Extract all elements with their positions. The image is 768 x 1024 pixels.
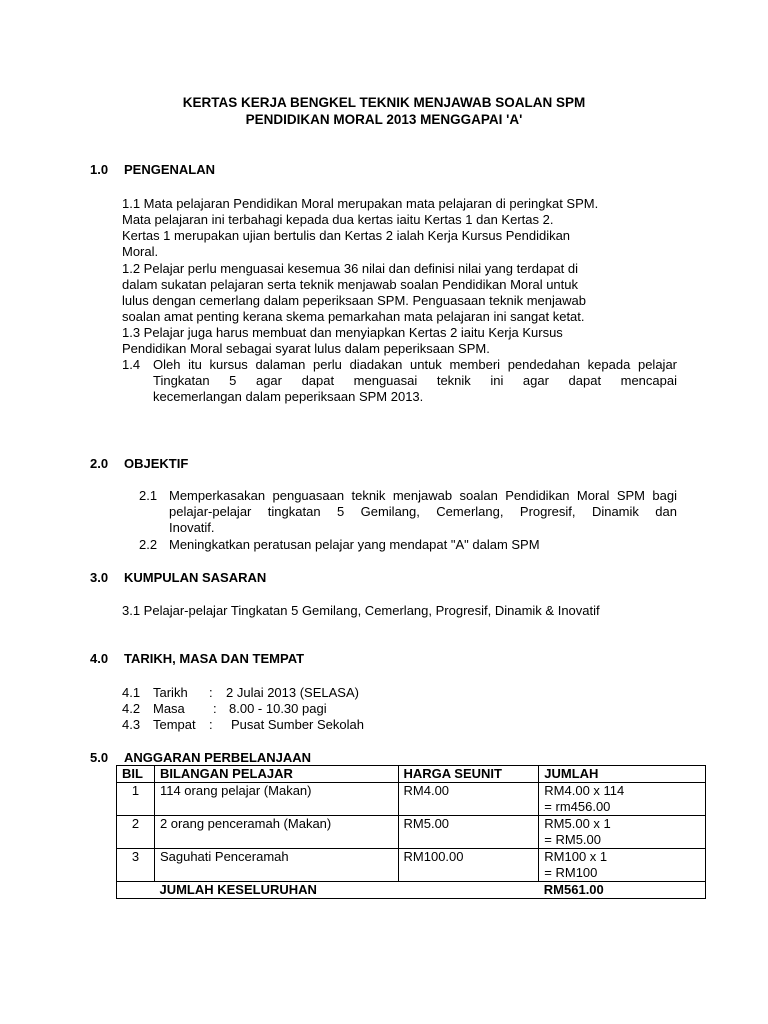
item-1-4-text: Oleh itu kursus dalaman perlu diadakan untuk memberi pendedahan kepada pelajar Tingkatan 5 agar dapat menguasai teknik ini agar dapat mencapai	[153, 357, 677, 388]
header-bil: BIL	[117, 766, 155, 783]
schedule-value: 2 Julai 2013 (SELASA)	[226, 685, 359, 700]
section-5-number: 5.0	[90, 750, 109, 765]
item-1-4-last-line: kecemerlangan dalam peperiksaan SPM 2013.	[153, 389, 424, 404]
table-row	[117, 816, 706, 849]
section-1-number: 1.0	[90, 162, 109, 177]
row-total-result: = RM5.00	[544, 832, 602, 847]
intro-line: lulus dengan cemerlang dalam peperiksaan SPM. Penguasaan teknik menjawab	[122, 293, 586, 308]
section-3-heading: KUMPULAN SASARAN	[124, 570, 267, 585]
grand-total-label: JUMLAH KESELURUHAN	[154, 882, 398, 899]
intro-line: Mata pelajaran ini terbahagi kepada dua kertas iaitu Kertas 1 dan Kertas 2.	[122, 212, 554, 227]
row-item: Saguhati Penceramah	[154, 849, 398, 882]
schedule-label: Tempat	[153, 717, 196, 732]
budget-header-row	[117, 766, 706, 783]
intro-line: Pendidikan Moral sebagai syarat lulus dalam peperiksaan SPM.	[122, 341, 490, 356]
grand-total-row	[117, 882, 706, 899]
schedule-number: 4.1	[122, 685, 141, 700]
intro-line: Moral.	[122, 244, 159, 259]
intro-line: 1.2 Pelajar perlu menguasai kesemua 36 nilai dan definisi nilai yang terdapat di	[122, 261, 579, 276]
grand-total-blank	[117, 882, 155, 899]
section-3-number: 3.0	[90, 570, 109, 585]
row-price: RM4.00	[398, 783, 539, 816]
row-item: 114 orang pelajar (Makan)	[154, 783, 398, 816]
table-row	[117, 783, 706, 816]
row-total-formula: RM4.00 x 114	[544, 783, 625, 798]
section-2-number: 2.0	[90, 456, 109, 471]
row-bil: 3	[117, 849, 155, 882]
target-group-item: 3.1 Pelajar-pelajar Tingkatan 5 Gemilang, Cemerlang, Progresif, Dinamik & Inovatif	[122, 603, 600, 618]
schedule-label: Tarikh	[153, 685, 188, 700]
budget-table	[116, 765, 706, 899]
row-total	[539, 849, 706, 882]
header-item: BILANGAN PELAJAR	[154, 766, 398, 783]
row-bil: 1	[117, 783, 155, 816]
item-2-2-number: 2.2	[139, 537, 158, 552]
section-5-heading: ANGGARAN PERBELANJAAN	[124, 750, 312, 765]
doc-title-line-1: KERTAS KERJA BENGKEL TEKNIK MENJAWAB SOALAN SPM	[182, 95, 586, 110]
row-total-formula: RM100 x 1	[544, 849, 608, 864]
grand-total-value: RM561.00	[539, 882, 706, 899]
schedule-label: Masa	[153, 701, 185, 716]
intro-line: Kertas 1 merupakan ujian bertulis dan Kertas 2 ialah Kerja Kursus Pendidikan	[122, 228, 571, 243]
row-price: RM100.00	[398, 849, 539, 882]
row-item: 2 orang penceramah (Makan)	[154, 816, 398, 849]
grand-total-blank-2	[398, 882, 539, 899]
header-price: HARGA SEUNIT	[398, 766, 539, 783]
row-price: RM5.00	[398, 816, 539, 849]
row-total-result: = RM100	[544, 865, 598, 880]
schedule-number: 4.3	[122, 717, 141, 732]
section-4-heading: TARIKH, MASA DAN TEMPAT	[124, 651, 305, 666]
item-2-1-text: Memperkasakan penguasaan teknik menjawab soalan Pendidikan Moral SPM bagi pelajar-pelajar tingkatan 5 Gemilang, Cemerlang, Progresif, Dinamik dan	[169, 488, 677, 519]
header-total: JUMLAH	[539, 766, 706, 783]
row-total-result: = rm456.00	[544, 799, 611, 814]
intro-line: 1.1 Mata pelajaran Pendidikan Moral merupakan mata pelajaran di peringkat SPM.	[122, 196, 599, 211]
item-2-2-text: Meningkatkan peratusan pelajar yang mendapat "A" dalam SPM	[169, 537, 540, 552]
item-2-1-last-line: Inovatif.	[169, 520, 215, 535]
intro-line: soalan amat penting kerana skema pemarkahan mata pelajaran ini sangat ketat.	[122, 309, 585, 324]
schedule-separator: :	[209, 717, 213, 732]
row-total-formula: RM5.00 x 1	[544, 816, 611, 831]
row-total	[539, 816, 706, 849]
section-1-heading: PENGENALAN	[124, 162, 216, 177]
row-bil: 2	[117, 816, 155, 849]
row-total	[539, 783, 706, 816]
intro-line: 1.3 Pelajar juga harus membuat dan menyiapkan Kertas 2 iaitu Kerja Kursus	[122, 325, 563, 340]
item-2-1-number: 2.1	[139, 488, 158, 503]
table-row	[117, 849, 706, 882]
item-1-4-number: 1.4	[122, 357, 141, 372]
schedule-value: 8.00 - 10.30 pagi	[229, 701, 327, 716]
section-2-heading: OBJEKTIF	[124, 456, 189, 471]
intro-line: dalam sukatan pelajaran serta teknik menjawab soalan Pendidikan Moral untuk	[122, 277, 578, 292]
schedule-separator: :	[213, 701, 217, 716]
schedule-number: 4.2	[122, 701, 141, 716]
schedule-value: Pusat Sumber Sekolah	[231, 717, 364, 732]
schedule-separator: :	[209, 685, 213, 700]
section-4-number: 4.0	[90, 651, 109, 666]
doc-title-line-2: PENDIDIKAN MORAL 2013 MENGGAPAI 'A'	[245, 112, 523, 127]
